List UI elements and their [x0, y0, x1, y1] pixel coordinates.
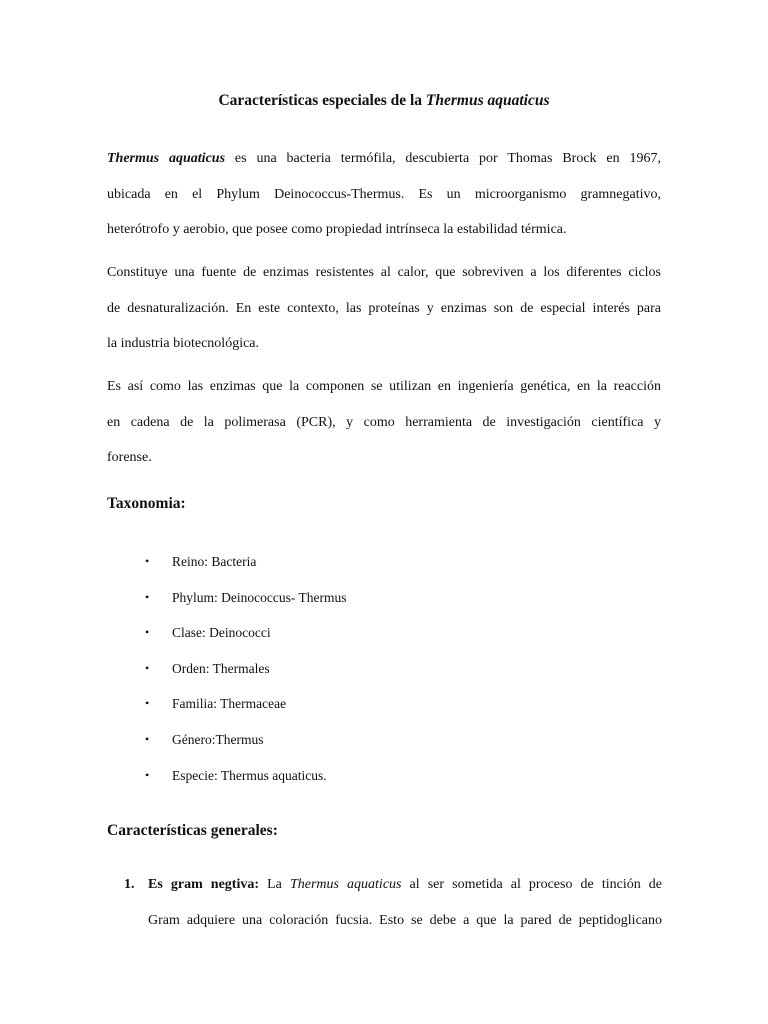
- paragraph-line: Gram adquiere una coloración fucsia. Esto se debe a que la pared de peptidoglicano: [148, 912, 662, 928]
- taxonomy-list: [145, 544, 346, 793]
- title-species-italic: Thermus aquaticus: [425, 92, 550, 109]
- paragraph-line: ubicada en el Phylum Deinococcus-Thermus. Es un microorganismo gramnegativo,: [107, 186, 661, 202]
- paragraph-line: [107, 141, 661, 177]
- paragraph-line: Es así como las enzimas que la componen se utilizan en ingeniería genética, en la reacción: [107, 379, 661, 394]
- bullet-icon: •: [145, 767, 150, 782]
- enzymes-paragraph: [107, 255, 661, 362]
- list-item: [145, 544, 346, 580]
- paragraph-line: de desnaturalización. En este contexto, las proteínas y enzimas son de especial interés para: [107, 300, 661, 316]
- list-item-text: Género:Thermus: [172, 731, 264, 747]
- bullet-icon: •: [145, 696, 150, 711]
- bullet-icon: •: [145, 660, 150, 675]
- title-text: Características especiales de la: [218, 92, 426, 109]
- item-body: [148, 867, 662, 938]
- species-name-italic: Thermus aquaticus: [289, 877, 402, 892]
- paragraph-line: heterótrofo y aerobio, que posee como propiedad intrínseca la estabilidad térmica.: [107, 222, 567, 237]
- paragraph-line: Constituye una fuente de enzimas resistentes al calor, que sobreviven a los diferentes ciclos: [107, 265, 661, 280]
- general-characteristics-heading: Características generales:: [107, 822, 278, 839]
- numbered-list-item: [124, 867, 662, 938]
- list-item-text: Especie: Thermus aquaticus.: [172, 767, 327, 783]
- bullet-icon: •: [145, 731, 150, 746]
- bullet-icon: •: [145, 589, 150, 604]
- paragraph-text: es una bacteria termófila, descubierta por Thomas Brock en 1967,: [225, 151, 662, 166]
- item-number: 1.: [124, 877, 135, 892]
- species-name-lead: Thermus aquaticus: [107, 151, 226, 166]
- list-item: [145, 651, 346, 687]
- taxonomy-heading: Taxonomia:: [107, 495, 186, 512]
- list-item: [145, 686, 346, 722]
- numbered-list: [124, 867, 662, 938]
- list-item-text: Phylum: Deinococcus- Thermus: [172, 589, 347, 605]
- item-bold-lead: Es gram negtiva:: [148, 877, 260, 892]
- paragraph-text: La: [259, 877, 290, 892]
- list-item: [145, 580, 346, 616]
- list-item: [145, 722, 346, 758]
- paragraph-line: forense.: [107, 450, 152, 465]
- bullet-icon: •: [145, 625, 150, 640]
- list-item-text: Clase: Deinococci: [172, 625, 271, 641]
- list-item-text: Reino: Bacteria: [172, 554, 257, 569]
- list-item-text: Orden: Thermales: [172, 660, 270, 676]
- intro-paragraph: [107, 141, 661, 248]
- applications-paragraph: [107, 369, 661, 476]
- paragraph-line: [148, 867, 662, 903]
- document-title: [0, 92, 768, 110]
- list-item-text: Familia: Thermaceae: [172, 696, 287, 712]
- list-item: [145, 615, 346, 651]
- paragraph-text: al ser sometida al proceso de tinción de: [401, 877, 662, 892]
- paragraph-line: la industria biotecnológica.: [107, 336, 260, 351]
- list-item: [145, 758, 346, 794]
- paragraph-line: en cadena de la polimerasa (PCR), y como herramienta de investigación científica y: [107, 414, 661, 430]
- bullet-icon: •: [145, 554, 150, 568]
